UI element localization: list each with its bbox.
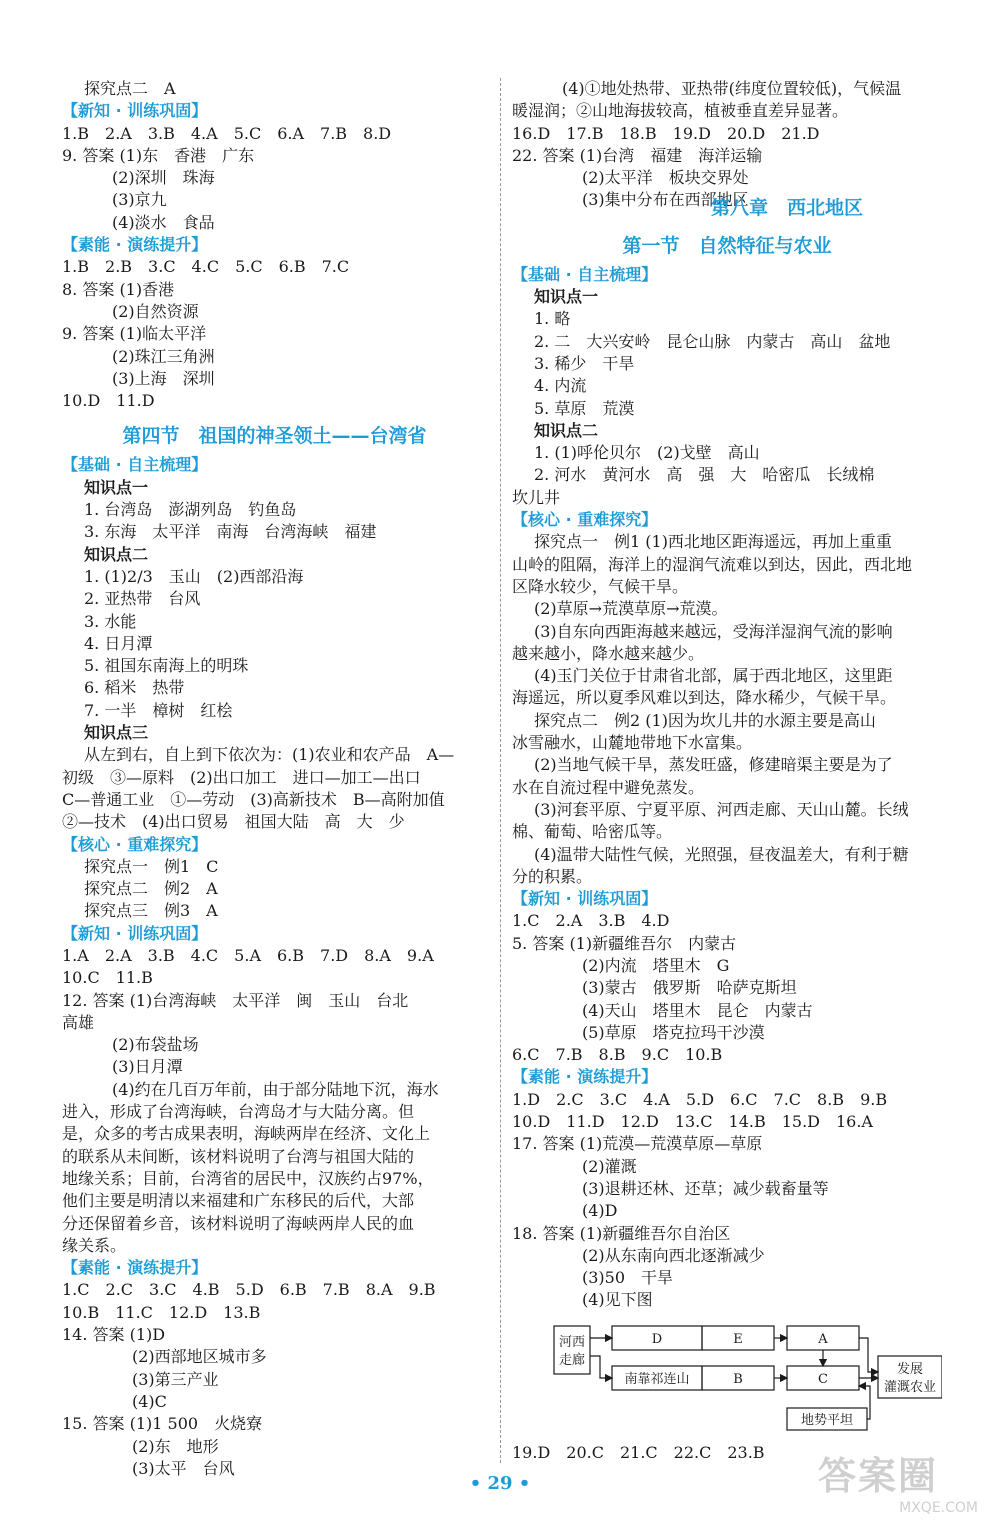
answer-line: 1. 台湾岛 澎湖列岛 钓鱼岛 <box>84 500 297 520</box>
answer-line: 10.B 11.C 12.D 13.B <box>62 1302 261 1322</box>
paragraph-line: 区降水较少，气候干旱。 <box>512 576 689 596</box>
answer-line: 2. 河水 黄河水 高 强 大 哈密瓜 长绒棉 <box>534 465 875 485</box>
answer-line: (4)天山 塔里木 昆仑 内蒙古 <box>582 1000 813 1020</box>
answer-line: (2)珠江三角洲 <box>112 346 215 366</box>
label-hexi-1: 河西 <box>558 1334 586 1350</box>
paragraph-line: 棉、葡萄、哈密瓜等。 <box>512 822 673 842</box>
section-header: 【新知 · 训练巩固】 <box>512 889 658 909</box>
paragraph-line: ②—技术 (4)出口贸易 祖国大陆 高 大 少 <box>62 812 405 832</box>
answer-line: 19.D 20.C 21.C 22.C 23.B <box>512 1442 765 1462</box>
label-E: E <box>733 1331 743 1347</box>
watermark-url: MXQE.COM <box>899 1500 978 1516</box>
answer-line: 18. 答案 (1)新疆维吾尔自治区 <box>512 1223 731 1243</box>
paragraph-line: 进入，形成了台湾海峡，台湾岛才与大陆分离。但 <box>62 1102 415 1122</box>
answer-line: (4)D <box>582 1201 618 1221</box>
knowledge-point-label: 知识点二 <box>84 544 149 564</box>
paragraph-line: 分的积累。 <box>512 866 593 886</box>
answer-line: (5)草原 塔克拉玛干沙漠 <box>582 1022 765 1042</box>
section-header: 【新知 · 训练巩固】 <box>62 101 208 121</box>
right-column <box>512 78 942 1464</box>
answer-line: (3)50 干旱 <box>582 1268 674 1288</box>
answer-line: 12. 答案 (1)台湾海峡 太平洋 闽 玉山 台北 <box>62 990 409 1010</box>
label-hexi-2: 走廊 <box>558 1352 586 1368</box>
answer-line: 3. 东海 太平洋 南海 台湾海峡 福建 <box>84 522 377 542</box>
paragraph-line: (2)草原→荒漠草原→荒漠。 <box>534 599 728 619</box>
paragraph-line: 海遥远，所以夏季风难以到达，降水稀少，气候干旱。 <box>512 688 897 708</box>
section-header: 【新知 · 训练巩固】 <box>62 923 208 943</box>
paragraph-line: (4)玉门关位于甘肃省北部，属于西北地区，这里距 <box>534 666 893 686</box>
answer-line: 16.D 17.B 18.B 19.D 20.D 21.D <box>512 123 820 143</box>
paragraph-line: 暖湿润；②山地海拔较高，植被垂直差异显著。 <box>512 101 849 121</box>
paragraph-line: 的联系从未间断，该材料说明了台湾与祖国大陆的 <box>62 1146 415 1166</box>
label-A: A <box>818 1331 828 1347</box>
section-header: 【素能 · 演练提升】 <box>512 1067 658 1087</box>
answer-line: 1.B 2.B 3.C 4.C 5.C 6.B 7.C <box>62 257 350 277</box>
arrow-dishi-C <box>859 1386 870 1419</box>
answer-line: (2)太平洋 板块交界处 <box>582 168 749 188</box>
paragraph-line: C—普通工业 ①—劳动 (3)高新技术 B—高附加值 <box>62 789 445 809</box>
paragraph-line: (4)约在几百万年前，由于部分陆地下沉，海水 <box>112 1079 439 1099</box>
answer-line: 22. 答案 (1)台湾 福建 海洋运输 <box>512 145 763 165</box>
chapter-title: 第八章 西北地区 <box>710 196 863 219</box>
answer-line: 1.C 2.A 3.B 4.D <box>512 911 670 931</box>
answer-line: 17. 答案 (1)荒漠—荒漠草原—草原 <box>512 1134 763 1154</box>
paragraph-line: 初级 ③—原料 (2)出口加工 进口—加工—出口 <box>62 767 421 787</box>
answer-line: (3)太平 台风 <box>132 1458 235 1478</box>
knowledge-point-label: 知识点二 <box>534 420 599 440</box>
label-C: C <box>818 1371 828 1387</box>
page-number: • 29 • <box>469 1473 531 1494</box>
label-B: B <box>733 1371 743 1387</box>
label-dishi: 地势平坦 <box>800 1412 854 1428</box>
label-fazhan-1: 发展 <box>896 1361 924 1377</box>
arrow-hexi-nankao <box>590 1356 612 1378</box>
answer-line: 2. 二 大兴安岭 昆仑山脉 内蒙古 高山 盆地 <box>534 331 891 351</box>
watermark-logo: 答案圈 <box>818 1454 939 1498</box>
paragraph-line: 是，众多的考古成果表明，海峡两岸在经济、文化上 <box>62 1124 431 1144</box>
answer-line: 3. 水能 <box>84 611 137 631</box>
section-header: 【核心 · 重难探究】 <box>512 510 658 530</box>
answer-line: 6.C 7.B 8.B 9.C 10.B <box>512 1045 723 1065</box>
answer-line: 1.D 2.C 3.C 4.A 5.D 6.C 7.C 8.B 9.B <box>512 1089 888 1109</box>
answer-line: (3)蒙古 俄罗斯 哈萨克斯坦 <box>582 978 797 998</box>
left-column <box>62 78 487 1480</box>
answer-line: (2)从东南向西北逐渐减少 <box>582 1245 765 1265</box>
answer-line: 7. 一半 樟树 红桧 <box>84 700 233 720</box>
section-header: 【核心 · 重难探究】 <box>62 834 208 854</box>
paragraph-line: (4)①地处热带、亚热带(纬度位置较低)，气候温 <box>562 79 902 98</box>
answer-line: 9. 答案 (1)东 香港 广东 <box>62 145 255 165</box>
answer-line: 1.B 2.A 3.B 4.A 5.C 6.A 7.B 8.D <box>62 123 392 143</box>
answer-line: (2)布袋盐场 <box>112 1035 199 1055</box>
paragraph-line: (3)自东向西距海越来越远，受海洋湿润气流的影响 <box>534 621 893 641</box>
column-divider <box>500 78 501 1463</box>
answer-line: (2)内流 塔里木 G <box>582 955 730 975</box>
paragraph-line: 探究点一 例1 (1)西北地区距海遥远，再加上重重 <box>534 532 892 552</box>
answer-line: 1.C 2.C 3.C 4.B 5.D 6.B 7.B 8.A 9.B <box>62 1280 436 1300</box>
answer-line: 10.D 11.D <box>62 391 155 411</box>
paragraph-line: 水在自流过程中避免蒸发。 <box>512 777 705 797</box>
section-header: 【基础 · 自主梳理】 <box>62 455 208 475</box>
answer-line: (4)C <box>132 1391 167 1411</box>
answer-line: 1.A 2.A 3.B 4.C 5.A 6.B 7.D 8.A 9.A <box>62 945 434 965</box>
answer-line: 坎儿井 <box>512 487 561 507</box>
answer-line: (2)东 地形 <box>132 1436 219 1456</box>
answer-line: 探究点三 例3 A <box>84 901 218 921</box>
answer-line: 5. 答案 (1)新疆维吾尔 内蒙古 <box>512 933 737 953</box>
answer-line: 4. 日月潭 <box>84 633 153 653</box>
answer-line: (2)灌溉 <box>582 1156 637 1176</box>
answer-line: 5. 草原 荒漠 <box>534 398 635 418</box>
answer-line: 8. 答案 (1)香港 <box>62 279 175 299</box>
answer-line: 1. (1)呼伦贝尔 (2)戈壁 高山 <box>534 443 760 463</box>
answer-line: 2. 亚热带 台风 <box>84 589 201 609</box>
top-line: 探究点二 A <box>84 79 176 98</box>
paragraph-line: 分还保留着乡音，该材料说明了海峡两岸人民的血 <box>62 1213 415 1233</box>
paragraph-line: 地缘关系；目前，台湾省的居民中，汉族约占97%， <box>62 1168 434 1188</box>
label-nankao: 南靠祁连山 <box>624 1371 690 1387</box>
section-header: 【素能 · 演练提升】 <box>62 1258 208 1278</box>
arrow-A-fazhan <box>859 1338 878 1372</box>
paragraph-line: (3)河套平原、宁夏平原、河西走廊、天山山麓。长绒 <box>534 799 909 819</box>
paragraph-line: 冰雪融水，山麓地带地下水富集。 <box>512 733 753 753</box>
paragraph-line: 他们主要是明清以来福建和广东移民的后代，大部 <box>62 1191 415 1211</box>
page-number-value: 29 <box>487 1473 513 1494</box>
paragraph-line: (2)当地气候干旱，蒸发旺盛，修建暗渠主要是为了 <box>534 755 893 775</box>
answer-line: (3)日月潭 <box>112 1057 183 1077</box>
section-header: 【素能 · 演练提升】 <box>62 235 208 255</box>
answer-line: 探究点一 例1 C <box>84 856 219 876</box>
paragraph-line: 越来越小，降水越来越少。 <box>512 643 705 663</box>
answer-line: 10.D 11.D 12.D 13.C 14.B 15.D 16.A <box>512 1112 873 1132</box>
answer-line: (3)第三产业 <box>132 1369 219 1389</box>
answer-line: (4)见下图 <box>582 1290 653 1310</box>
paragraph-line: 缘关系。 <box>62 1235 127 1255</box>
answer-line: 3. 稀少 干旱 <box>534 353 635 373</box>
answer-line: (2)西部地区城市多 <box>132 1347 267 1367</box>
paragraph-line: (4)温带大陆性气候，光照强，昼夜温差大，有利于糖 <box>534 844 909 864</box>
paragraph-line: 山岭的阻隔，海洋上的湿润气流难以到达，因此，西北地 <box>512 554 913 574</box>
section-title: 第一节 自然特征与农业 <box>622 234 832 257</box>
label-fazhan-2: 灌溉农业 <box>883 1379 937 1395</box>
answer-line: 1. 略 <box>534 309 571 329</box>
flow-diagram <box>512 1316 942 1436</box>
answer-line: 探究点二 例2 A <box>84 879 218 899</box>
answer-line: (3)退耕还林、还草；减少载畜量等 <box>582 1178 829 1198</box>
label-D: D <box>651 1331 663 1347</box>
answer-line: 10.C 11.B <box>62 968 153 988</box>
answer-line: (3)上海 深圳 <box>112 368 215 388</box>
knowledge-point-label: 知识点三 <box>84 723 149 743</box>
paragraph-line: 探究点二 例2 (1)因为坎儿井的水源主要是高山 <box>534 710 876 730</box>
knowledge-point-label: 知识点一 <box>84 477 149 497</box>
answer-line: (4)淡水 食品 <box>112 212 215 232</box>
answer-line: 高雄 <box>62 1012 95 1032</box>
paragraph-line: 从左到右，自上到下依次为：(1)农业和农产品 A— <box>84 745 455 765</box>
answer-line: 14. 答案 (1)D <box>62 1325 166 1345</box>
answer-line: 5. 祖国东南海上的明珠 <box>84 656 249 676</box>
watermark <box>818 1445 978 1517</box>
section-header: 【基础 · 自主梳理】 <box>512 264 658 284</box>
answer-line: 1. (1)2/3 玉山 (2)西部沿海 <box>84 566 304 586</box>
answer-line: 6. 稻米 热带 <box>84 678 185 698</box>
knowledge-point-label: 知识点一 <box>534 287 599 307</box>
answer-line: 4. 内流 <box>534 376 587 396</box>
answer-line: (3)集中分布在西部地区 <box>582 190 749 210</box>
answer-line: 9. 答案 (1)临太平洋 <box>62 324 207 344</box>
answer-line: (2)自然资源 <box>112 301 199 321</box>
answer-line: (2)深圳 珠海 <box>112 168 215 188</box>
answer-line: 15. 答案 (1)1 500 火烧寮 <box>62 1414 263 1434</box>
section-title: 第四节 祖国的神圣领土——台湾省 <box>122 425 427 448</box>
answer-line: (3)京九 <box>112 190 167 210</box>
